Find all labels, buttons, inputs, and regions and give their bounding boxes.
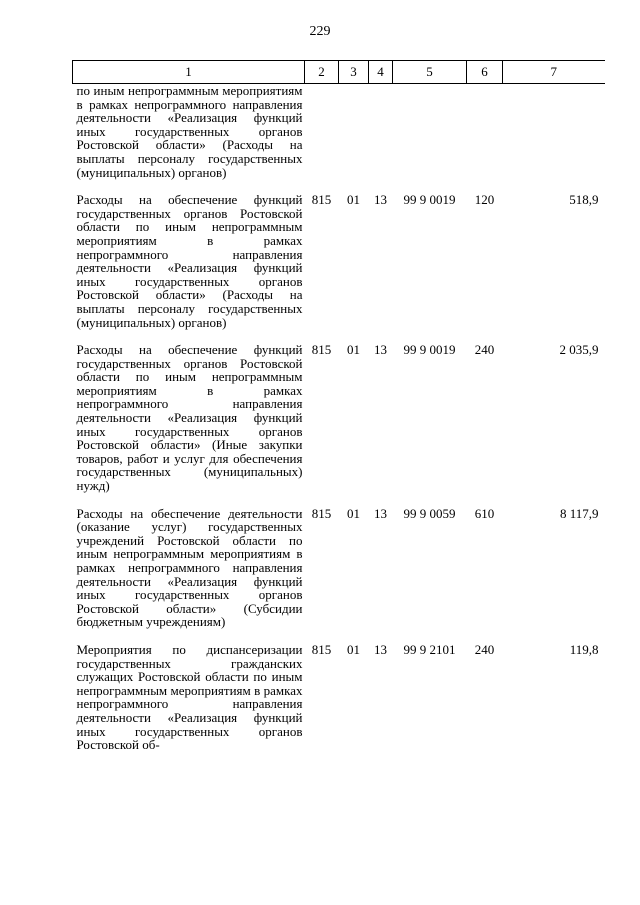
header-col-6: 6: [467, 61, 503, 84]
table-row: [73, 193, 605, 329]
row-col-4: [369, 84, 393, 180]
row-col-5: [393, 84, 467, 180]
row-col-5: 99 9 2101: [403, 641, 456, 657]
page-number: 229: [309, 24, 331, 39]
row-col-7: 8 117,9: [559, 505, 599, 521]
row-col-2: [305, 84, 339, 180]
row-description: Расходы на обеспечение функций государственных органов Ростовской области по иным непрограммным мероприятиям в рамках непрограммного направления деятельности «Реализация функций иных государственных органов Ростовской области» (Иные закупки товаров, работ и услуг для обеспечения государственных (муниципальных) нужд): [76, 342, 303, 494]
row-spacer: [73, 493, 605, 507]
row-col-5: 99 9 0059: [403, 505, 456, 521]
row-col-4: 13: [374, 192, 387, 208]
row-col-4: 13: [374, 342, 387, 358]
budget-table: [72, 60, 605, 752]
row-col-2: 815: [311, 342, 332, 358]
row-description: Расходы на обеспечение деятельности (оказание услуг) государственных учреждений Ростовской области по иным непрограммным мероприятиям в рамках непрограммного направления деятельности «Реализация функций иных государственных органов Ростовской области» (Субсидии бюджетным учреждениям): [76, 505, 303, 630]
row-col-6: 120: [474, 192, 495, 208]
row-description: по иным непрограммным мероприятиям в рамках непрограммного направления деятельности «Реализация функций иных государственных органов Ростовской области» (Расходы на выплаты персоналу государственных (муниципальных) органов): [76, 83, 303, 180]
row-spacer: [73, 179, 605, 193]
row-col-7: 518,9: [569, 192, 599, 208]
row-col-3: 01: [347, 505, 360, 521]
row-col-7: [503, 84, 605, 180]
header-col-3: 3: [339, 61, 369, 84]
row-col-4: 13: [374, 641, 387, 657]
header-col-1: 1: [73, 61, 305, 84]
row-col-5: 99 9 0019: [403, 342, 456, 358]
row-col-3: 01: [347, 641, 360, 657]
row-col-2: 815: [311, 192, 332, 208]
row-spacer: [73, 329, 605, 343]
row-col-5: 99 9 0019: [403, 192, 456, 208]
row-col-4: 13: [374, 505, 387, 521]
row-col-3: [339, 84, 369, 180]
header-col-7: 7: [503, 61, 605, 84]
table-header-row: [73, 61, 605, 84]
row-col-3: 01: [347, 192, 360, 208]
row-col-6: 610: [474, 505, 495, 521]
row-col-6: 240: [474, 641, 495, 657]
row-col-7: 2 035,9: [559, 342, 599, 358]
row-col-7: 119,8: [569, 641, 599, 657]
header-col-5: 5: [393, 61, 467, 84]
row-col-3: 01: [347, 342, 360, 358]
table-row: [73, 343, 605, 493]
header-col-4: 4: [369, 61, 393, 84]
row-col-2: 815: [311, 505, 332, 521]
table-row: [73, 643, 605, 752]
row-spacer: [73, 629, 605, 643]
table-row: [73, 507, 605, 629]
row-description: Мероприятия по диспансеризации государственных гражданских служащих Ростовской области по иным непрограммным мероприятиям в рамках непрограммного направления деятельности «Реализация функций иных государственных органов Ростовской об-: [76, 641, 303, 753]
table-row: [73, 84, 605, 180]
header-col-2: 2: [305, 61, 339, 84]
row-description: Расходы на обеспечение функций государственных органов Ростовской области по иным непрограммным мероприятиям в рамках непрограммного направления деятельности «Реализация функций иных государственных органов Ростовской области» (Расходы на выплаты персоналу государственных (муниципальных) органов): [76, 192, 303, 330]
row-col-6: 240: [474, 342, 495, 358]
row-col-2: 815: [311, 641, 332, 657]
row-col-6: [467, 84, 503, 180]
